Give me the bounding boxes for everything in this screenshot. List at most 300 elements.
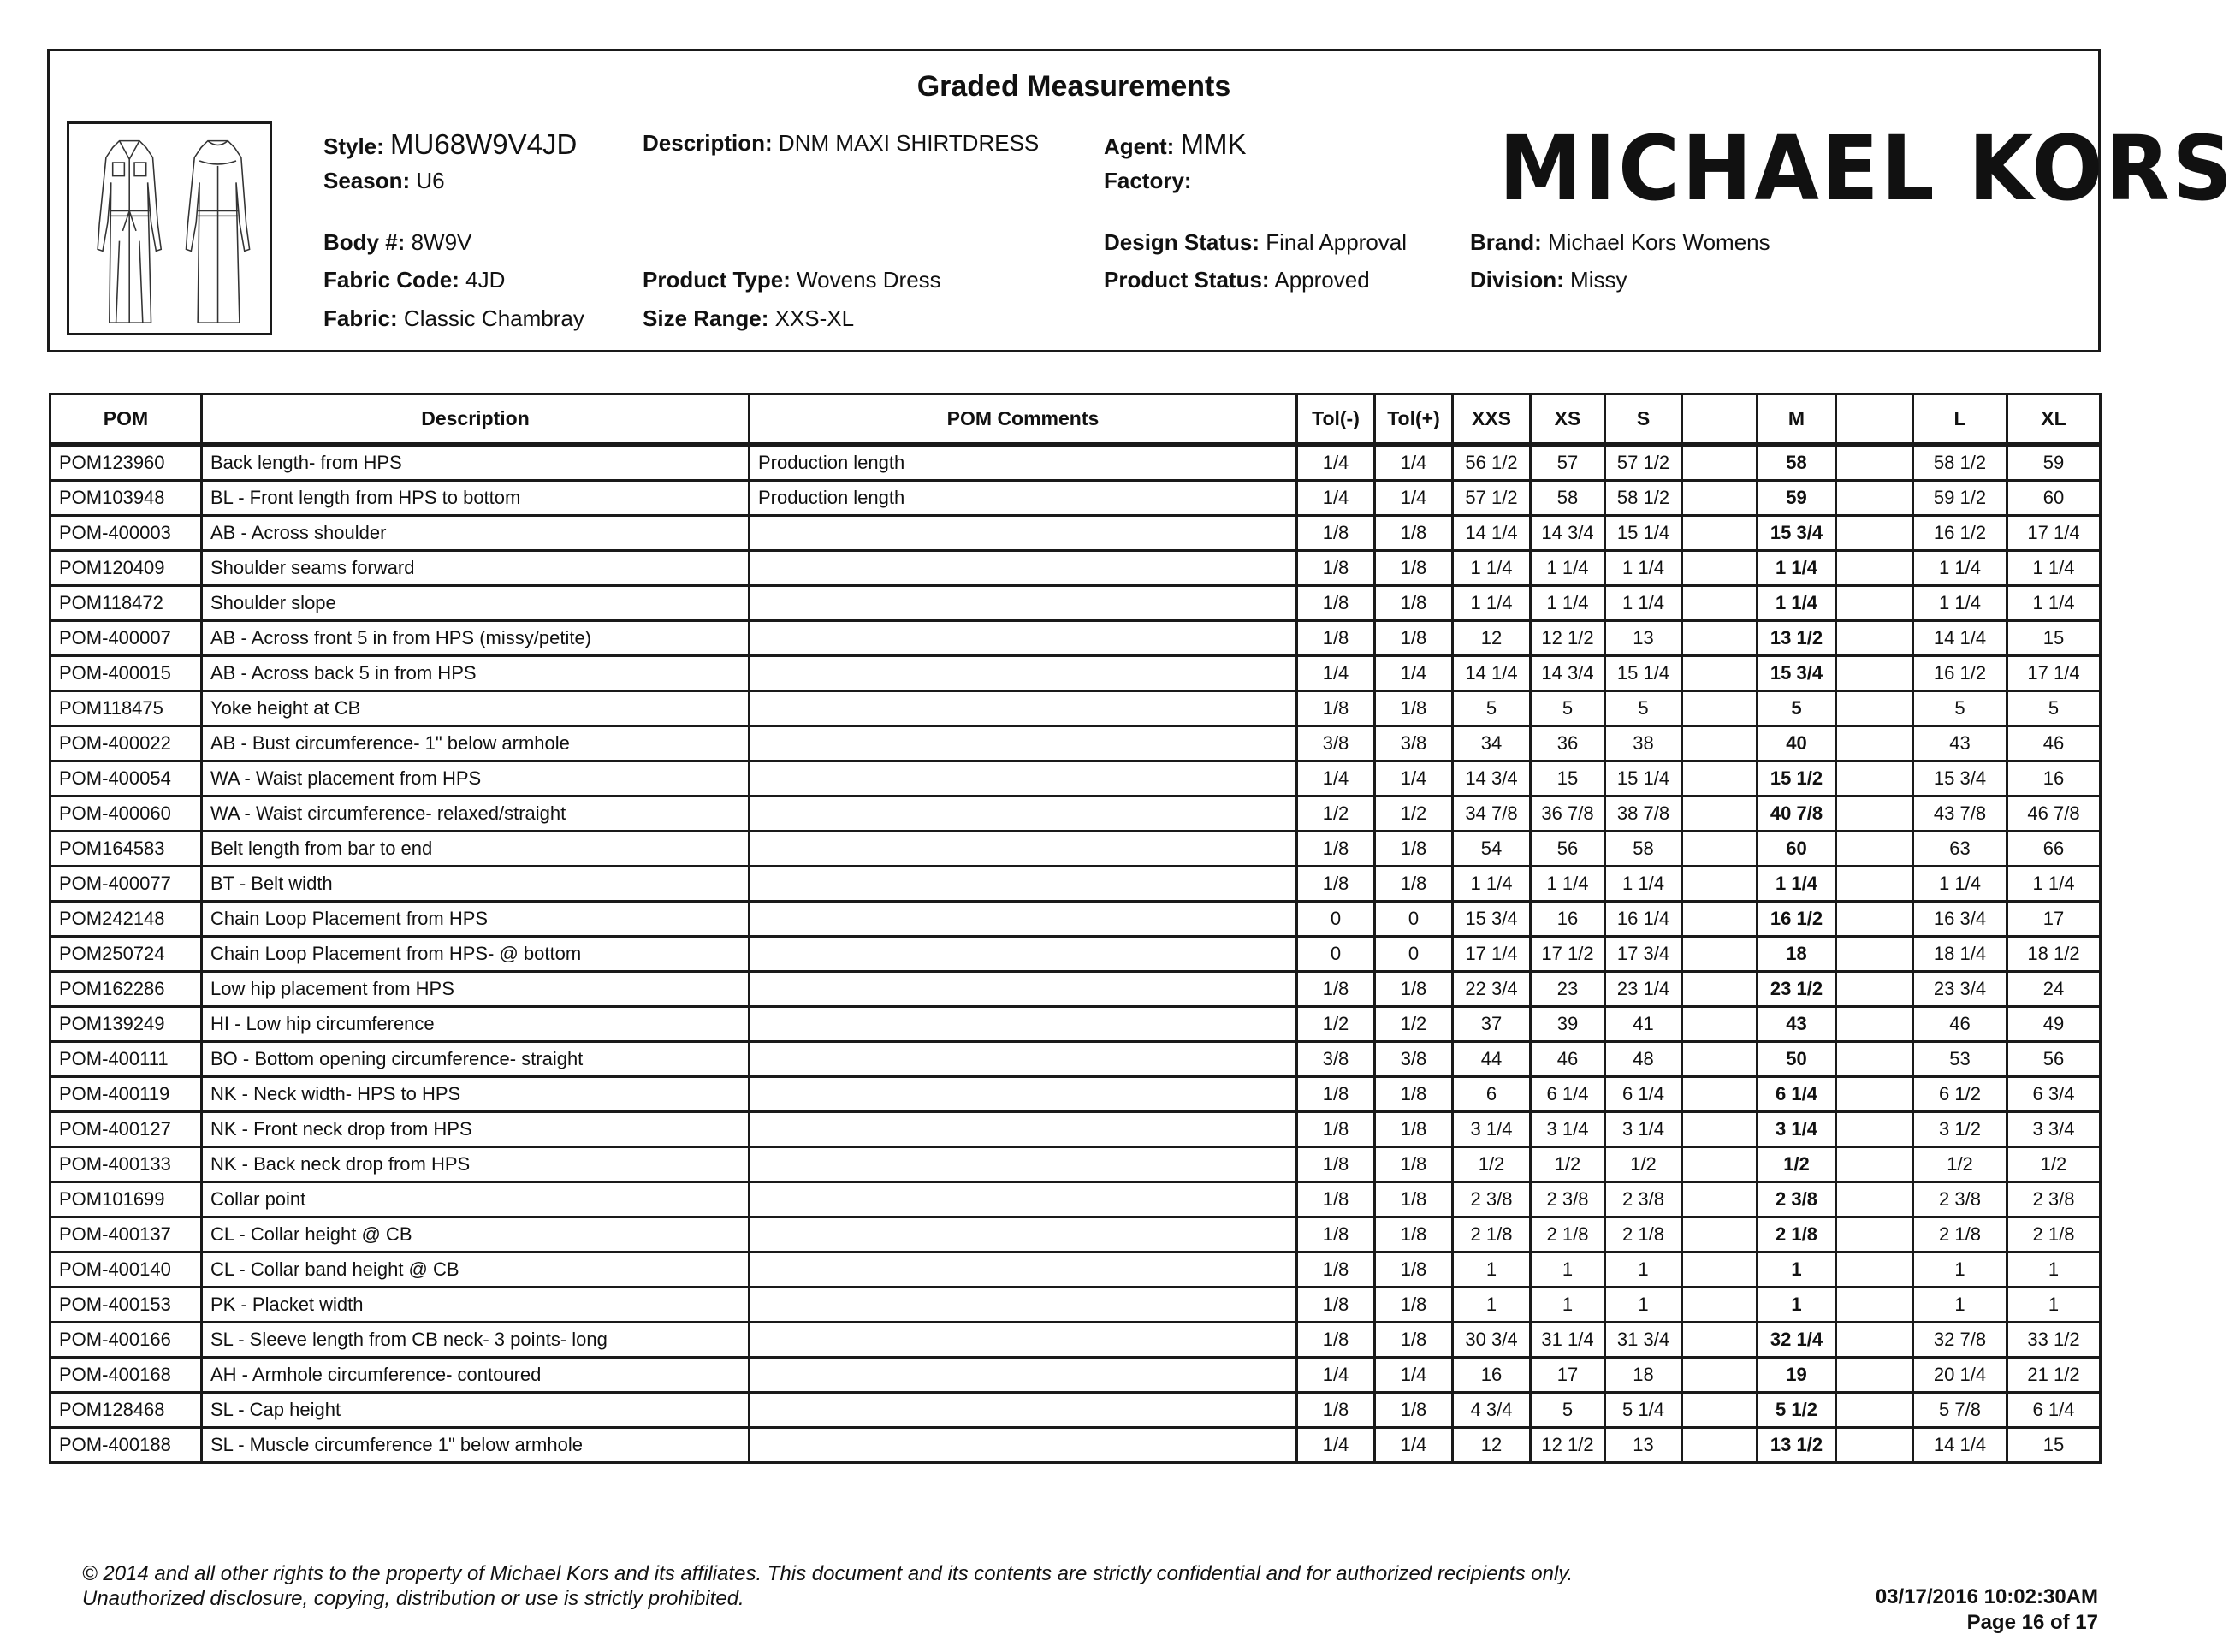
table-cell	[1836, 1393, 1913, 1428]
table-cell: POM118472	[50, 586, 202, 621]
table-cell: 20 1/4	[1913, 1358, 2007, 1393]
table-row	[50, 586, 2101, 621]
table-cell: 1/8	[1297, 691, 1375, 726]
table-cell: 53	[1913, 1042, 2007, 1077]
table-cell: 2 3/8	[1605, 1182, 1682, 1217]
table-cell: 1/8	[1375, 621, 1453, 656]
table-cell: 1	[2007, 1288, 2101, 1323]
column-header: M	[1758, 394, 1836, 445]
table-cell: 38 7/8	[1605, 796, 1682, 832]
table-cell: 14 3/4	[1531, 516, 1605, 551]
table-cell	[1836, 516, 1913, 551]
table-cell: 6	[1453, 1077, 1531, 1112]
table-row	[50, 445, 2101, 481]
table-cell	[750, 937, 1297, 972]
table-row	[50, 621, 2101, 656]
table-cell	[1836, 1217, 1913, 1252]
table-cell: NK - Neck width- HPS to HPS	[202, 1077, 750, 1112]
table-cell: 14 3/4	[1453, 761, 1531, 796]
table-cell: 0	[1297, 937, 1375, 972]
product-type-value: Wovens Dress	[797, 267, 941, 293]
table-cell: 3/8	[1297, 726, 1375, 761]
fabric-code-field: Fabric Code: 4JD	[323, 267, 506, 293]
table-cell: 15	[2007, 621, 2101, 656]
table-cell: 2 3/8	[1913, 1182, 2007, 1217]
graded-measurements-table	[49, 393, 2102, 1464]
table-cell: Shoulder slope	[202, 586, 750, 621]
table-cell: 1 1/4	[2007, 867, 2101, 902]
table-cell	[750, 972, 1297, 1007]
table-cell: 1/8	[1375, 1182, 1453, 1217]
table-cell	[1682, 656, 1758, 691]
table-cell: POM-400137	[50, 1217, 202, 1252]
table-row	[50, 902, 2101, 937]
table-cell: AB - Across front 5 in from HPS (missy/petite)	[202, 621, 750, 656]
table-cell: 33 1/2	[2007, 1323, 2101, 1358]
table-cell: 1/8	[1297, 867, 1375, 902]
table-cell: 15 1/4	[1605, 761, 1682, 796]
table-cell: SL - Muscle circumference 1" below armhole	[202, 1428, 750, 1463]
table-cell: 17 1/4	[2007, 656, 2101, 691]
table-cell: 1/4	[1375, 656, 1453, 691]
table-cell: 15 1/4	[1605, 656, 1682, 691]
table-cell	[750, 516, 1297, 551]
table-cell	[1836, 1042, 1913, 1077]
brand-field: Brand: Michael Kors Womens	[1470, 229, 1770, 255]
table-cell	[1682, 902, 1758, 937]
table-cell: 1/8	[1297, 551, 1375, 586]
table-cell	[750, 726, 1297, 761]
table-cell	[1682, 1077, 1758, 1112]
footer-meta	[1876, 1584, 2098, 1636]
table-cell: 1 1/4	[1913, 551, 2007, 586]
column-header: XS	[1531, 394, 1605, 445]
table-cell: 15 3/4	[1758, 516, 1836, 551]
table-cell	[1682, 1007, 1758, 1042]
table-cell: 0	[1375, 902, 1453, 937]
column-header: Tol(-)	[1297, 394, 1375, 445]
table-cell	[750, 551, 1297, 586]
table-cell: 34 7/8	[1453, 796, 1531, 832]
table-cell: 1 1/4	[1758, 867, 1836, 902]
table-cell: 1 1/4	[1605, 867, 1682, 902]
table-cell: 1/8	[1375, 867, 1453, 902]
table-cell	[1682, 1042, 1758, 1077]
table-cell: 14 1/4	[1453, 656, 1531, 691]
table-cell: 1 1/4	[1605, 551, 1682, 586]
table-cell	[750, 691, 1297, 726]
table-cell: 1 1/4	[1913, 867, 2007, 902]
table-cell	[1836, 691, 1913, 726]
table-cell: 1/4	[1297, 656, 1375, 691]
table-cell: POM162286	[50, 972, 202, 1007]
table-cell	[1836, 1428, 1913, 1463]
brand-logo: MICHAEL KORS	[1498, 116, 2235, 221]
table-cell: 1	[2007, 1252, 2101, 1288]
table-cell: 16	[1453, 1358, 1531, 1393]
table-cell: 2 1/8	[1453, 1217, 1531, 1252]
table-cell: 36 7/8	[1531, 796, 1605, 832]
table-cell: 1 1/4	[1453, 867, 1531, 902]
table-cell: 1	[1453, 1252, 1531, 1288]
table-cell: Shoulder seams forward	[202, 551, 750, 586]
table-cell: CL - Collar band height @ CB	[202, 1252, 750, 1288]
table-cell: 1/8	[1375, 1288, 1453, 1323]
table-row	[50, 1393, 2101, 1428]
table-cell	[1682, 726, 1758, 761]
table-cell: 2 1/8	[1758, 1217, 1836, 1252]
table-cell: POM103948	[50, 481, 202, 516]
table-cell	[1836, 1112, 1913, 1147]
table-cell: 16	[1531, 902, 1605, 937]
table-cell: 54	[1453, 832, 1531, 867]
season-field: Season: U6	[323, 168, 445, 193]
table-cell	[1682, 796, 1758, 832]
table-row	[50, 656, 2101, 691]
table-cell: 1 1/4	[1758, 586, 1836, 621]
table-cell: 2 1/8	[1605, 1217, 1682, 1252]
table-cell: Low hip placement from HPS	[202, 972, 750, 1007]
table-cell: 17 3/4	[1605, 937, 1682, 972]
table-cell: 58	[1605, 832, 1682, 867]
table-cell	[1836, 621, 1913, 656]
table-cell: 16 3/4	[1913, 902, 2007, 937]
table-cell: 32 1/4	[1758, 1323, 1836, 1358]
table-cell: Yoke height at CB	[202, 691, 750, 726]
table-row	[50, 1112, 2101, 1147]
table-cell: 17 1/4	[1453, 937, 1531, 972]
table-cell: 3 1/4	[1605, 1112, 1682, 1147]
table-cell: 0	[1297, 902, 1375, 937]
legal-line-1: © 2014 and all other rights to the property of Michael Kors and its affiliates. This document and its contents are strictly confidential and for authorized recipients only.	[82, 1562, 1574, 1585]
table-row	[50, 516, 2101, 551]
table-cell	[750, 1393, 1297, 1428]
table-cell: POM-400127	[50, 1112, 202, 1147]
table-cell: 58 1/2	[1913, 445, 2007, 481]
table-cell: 43	[1758, 1007, 1836, 1042]
table-cell	[1682, 516, 1758, 551]
table-cell: POM128468	[50, 1393, 202, 1428]
table-cell: POM250724	[50, 937, 202, 972]
table-cell: 13 1/2	[1758, 621, 1836, 656]
table-row	[50, 691, 2101, 726]
table-cell: 1 1/4	[1758, 551, 1836, 586]
table-cell: 1/4	[1297, 1358, 1375, 1393]
table-cell: 22 3/4	[1453, 972, 1531, 1007]
table-cell: 5 1/2	[1758, 1393, 1836, 1428]
table-cell: 1/2	[1605, 1147, 1682, 1182]
table-cell: 57	[1531, 445, 1605, 481]
table-cell	[750, 1112, 1297, 1147]
season-value: U6	[416, 168, 445, 193]
column-header: S	[1605, 394, 1682, 445]
table-cell: 1/2	[1913, 1147, 2007, 1182]
table-cell: Back length- from HPS	[202, 445, 750, 481]
table-cell: 1 1/4	[1913, 586, 2007, 621]
table-row	[50, 1182, 2101, 1217]
table-cell: 18	[1758, 937, 1836, 972]
table-cell: 37	[1453, 1007, 1531, 1042]
table-cell: 1/2	[1531, 1147, 1605, 1182]
table-cell: 56	[2007, 1042, 2101, 1077]
table-cell: 14 3/4	[1531, 656, 1605, 691]
table-cell: 23	[1531, 972, 1605, 1007]
table-cell: 1/4	[1375, 445, 1453, 481]
table-cell: 5 1/4	[1605, 1393, 1682, 1428]
table-cell	[750, 1042, 1297, 1077]
table-cell: 1/8	[1297, 621, 1375, 656]
table-cell: 1/4	[1297, 481, 1375, 516]
table-cell	[750, 1217, 1297, 1252]
table-cell: 66	[2007, 832, 2101, 867]
table-row	[50, 761, 2101, 796]
table-cell	[1836, 1147, 1913, 1182]
table-cell: WA - Waist circumference- relaxed/straight	[202, 796, 750, 832]
table-cell: AH - Armhole circumference- contoured	[202, 1358, 750, 1393]
table-cell: 1/8	[1375, 972, 1453, 1007]
table-cell: 1/8	[1375, 1393, 1453, 1428]
agent-value: MMK	[1180, 128, 1247, 160]
table-cell: 1/8	[1297, 1252, 1375, 1288]
table-row	[50, 726, 2101, 761]
table-row	[50, 832, 2101, 867]
table-cell: 1/2	[1297, 1007, 1375, 1042]
style-field: Style: MU68W9V4JD	[323, 128, 578, 160]
table-cell: Production length	[750, 445, 1297, 481]
table-cell	[1682, 691, 1758, 726]
table-cell: 1	[1531, 1288, 1605, 1323]
table-cell: 1 1/4	[2007, 551, 2101, 586]
table-cell	[1682, 481, 1758, 516]
fabric-value: Classic Chambray	[403, 305, 584, 331]
table-cell: 40 7/8	[1758, 796, 1836, 832]
table-cell	[750, 1252, 1297, 1288]
table-cell	[750, 586, 1297, 621]
table-cell: 4 3/4	[1453, 1393, 1531, 1428]
table-cell: POM101699	[50, 1182, 202, 1217]
table-cell: 1/8	[1375, 832, 1453, 867]
table-cell: 1 1/4	[1531, 867, 1605, 902]
table-cell	[1682, 1217, 1758, 1252]
table-cell: 1/8	[1297, 1077, 1375, 1112]
table-cell	[1836, 1182, 1913, 1217]
table-row	[50, 1252, 2101, 1288]
table-cell	[750, 1077, 1297, 1112]
table-cell: 3 1/4	[1453, 1112, 1531, 1147]
table-cell: AB - Across back 5 in from HPS	[202, 656, 750, 691]
table-cell: 1/8	[1297, 1288, 1375, 1323]
dress-sketch-icon	[69, 124, 270, 333]
table-cell: 1	[1531, 1252, 1605, 1288]
table-cell: 3/8	[1375, 726, 1453, 761]
table-cell	[1836, 1288, 1913, 1323]
table-cell: 3 1/2	[1913, 1112, 2007, 1147]
table-cell: POM-400168	[50, 1358, 202, 1393]
table-cell: 18	[1605, 1358, 1682, 1393]
division-field: Division: Missy	[1470, 267, 1627, 293]
design-status-field: Design Status: Final Approval	[1104, 229, 1408, 255]
table-cell	[1682, 1147, 1758, 1182]
table-cell	[1682, 621, 1758, 656]
table-cell: 49	[2007, 1007, 2101, 1042]
table-cell	[1682, 761, 1758, 796]
table-cell: 1/8	[1297, 516, 1375, 551]
garment-sketch	[67, 121, 272, 335]
table-row	[50, 867, 2101, 902]
table-cell: 1/2	[1297, 796, 1375, 832]
table-cell: POM-400140	[50, 1252, 202, 1288]
table-cell: 1/4	[1375, 761, 1453, 796]
table-cell: 1/8	[1297, 972, 1375, 1007]
table-cell	[1682, 1428, 1758, 1463]
table-cell: 12 1/2	[1531, 621, 1605, 656]
table-cell	[750, 1358, 1297, 1393]
table-body	[50, 445, 2101, 1463]
table-cell: 17 1/2	[1531, 937, 1605, 972]
table-cell	[1836, 1323, 1913, 1358]
table-cell	[1836, 902, 1913, 937]
column-header: POM Comments	[750, 394, 1297, 445]
table-cell: 1/8	[1375, 1112, 1453, 1147]
column-header: L	[1913, 394, 2007, 445]
table-cell: 2 3/8	[1758, 1182, 1836, 1217]
table-cell: 1/8	[1297, 1147, 1375, 1182]
table-cell: 1 1/4	[2007, 586, 2101, 621]
table-cell: 1/8	[1297, 1182, 1375, 1217]
product-status-value: Approved	[1274, 267, 1370, 293]
table-cell: 16 1/2	[1913, 516, 2007, 551]
table-cell: 1/2	[1758, 1147, 1836, 1182]
table-cell: 16 1/2	[1758, 902, 1836, 937]
table-cell	[1682, 586, 1758, 621]
table-cell: 15	[1531, 761, 1605, 796]
table-cell: 1/4	[1375, 481, 1453, 516]
table-cell: 46	[1531, 1042, 1605, 1077]
header-panel	[47, 49, 2235, 352]
table-cell: POM-400153	[50, 1288, 202, 1323]
table-cell: POM-400060	[50, 796, 202, 832]
division-value: Missy	[1570, 267, 1627, 293]
table-cell: 1/8	[1375, 1217, 1453, 1252]
table-cell	[1836, 586, 1913, 621]
table-cell	[1836, 761, 1913, 796]
table-cell: 1/2	[1375, 1007, 1453, 1042]
table-cell	[1836, 1007, 1913, 1042]
table-cell	[1682, 1182, 1758, 1217]
table-cell	[1836, 445, 1913, 481]
body-field: Body #: 8W9V	[323, 229, 472, 255]
table-cell	[1836, 1077, 1913, 1112]
table-cell: 13	[1605, 1428, 1682, 1463]
table-cell: 16 1/2	[1913, 656, 2007, 691]
table-cell: POM120409	[50, 551, 202, 586]
table-cell	[1682, 832, 1758, 867]
table-cell: POM-400133	[50, 1147, 202, 1182]
size-range-field: Size Range: XXS-XL	[643, 305, 855, 331]
table-cell: AB - Bust circumference- 1" below armhole	[202, 726, 750, 761]
table-cell: 3/8	[1297, 1042, 1375, 1077]
table-cell: 5	[1531, 691, 1605, 726]
table-cell: 15 1/2	[1758, 761, 1836, 796]
factory-field: Factory:	[1104, 168, 1192, 193]
table-row	[50, 796, 2101, 832]
table-cell: 14 1/4	[1913, 621, 2007, 656]
table-cell: 1/8	[1375, 586, 1453, 621]
table-header-row	[50, 394, 2101, 445]
table-cell	[1836, 867, 1913, 902]
table-cell: 1/8	[1375, 516, 1453, 551]
table-cell: 16 1/4	[1605, 902, 1682, 937]
table-cell: 23 1/2	[1758, 972, 1836, 1007]
table-cell	[1682, 551, 1758, 586]
table-cell: Collar point	[202, 1182, 750, 1217]
table-cell: 30 3/4	[1453, 1323, 1531, 1358]
table-cell: 5	[1453, 691, 1531, 726]
table-cell: CL - Collar height @ CB	[202, 1217, 750, 1252]
table-cell: 1/8	[1375, 1147, 1453, 1182]
table-cell: 1 1/4	[1531, 586, 1605, 621]
table-row	[50, 1288, 2101, 1323]
table-cell: POM-400166	[50, 1323, 202, 1358]
table-cell: 12	[1453, 1428, 1531, 1463]
page-number: Page 16 of 17	[1966, 1611, 2098, 1634]
table-cell: 6 3/4	[2007, 1077, 2101, 1112]
column-header: XL	[2007, 394, 2101, 445]
table-cell	[1836, 726, 1913, 761]
table-cell: 6 1/4	[1605, 1077, 1682, 1112]
table-cell: 56	[1531, 832, 1605, 867]
style-value: MU68W9V4JD	[390, 128, 578, 160]
table-cell: AB - Across shoulder	[202, 516, 750, 551]
table-cell: 1 1/4	[1531, 551, 1605, 586]
table-cell: 40	[1758, 726, 1836, 761]
table-cell	[1682, 937, 1758, 972]
table-cell: 41	[1605, 1007, 1682, 1042]
table-cell: POM123960	[50, 445, 202, 481]
table-cell: BO - Bottom opening circumference- straight	[202, 1042, 750, 1077]
table-cell: BL - Front length from HPS to bottom	[202, 481, 750, 516]
table-cell	[750, 902, 1297, 937]
table-cell: PK - Placket width	[202, 1288, 750, 1323]
table-cell	[750, 1428, 1297, 1463]
product-type-field: Product Type: Wovens Dress	[643, 267, 941, 293]
table-cell: SL - Sleeve length from CB neck- 3 points- long	[202, 1323, 750, 1358]
table-cell: 57 1/2	[1453, 481, 1531, 516]
table-cell: 12 1/2	[1531, 1428, 1605, 1463]
table-cell: 1/2	[1453, 1147, 1531, 1182]
table-cell: 2 1/8	[1913, 1217, 2007, 1252]
table-cell: 15	[2007, 1428, 2101, 1463]
table-cell: 1/8	[1375, 1323, 1453, 1358]
table-cell: 18 1/2	[2007, 937, 2101, 972]
table-cell: POM-400111	[50, 1042, 202, 1077]
table-cell: 1 1/4	[1453, 586, 1531, 621]
table-cell	[1682, 1288, 1758, 1323]
table-row	[50, 1147, 2101, 1182]
body-value: 8W9V	[411, 229, 472, 255]
table-row	[50, 1007, 2101, 1042]
table-cell: 12	[1453, 621, 1531, 656]
table-cell	[750, 867, 1297, 902]
table-cell: 17 1/4	[2007, 516, 2101, 551]
description-value: DNM MAXI SHIRTDRESS	[778, 130, 1040, 156]
table-cell: 3 1/4	[1531, 1112, 1605, 1147]
table-cell	[1682, 1393, 1758, 1428]
table-cell: 1/8	[1375, 1077, 1453, 1112]
table-cell	[1682, 1252, 1758, 1288]
table-cell: 0	[1375, 937, 1453, 972]
table-cell: 59	[2007, 445, 2101, 481]
